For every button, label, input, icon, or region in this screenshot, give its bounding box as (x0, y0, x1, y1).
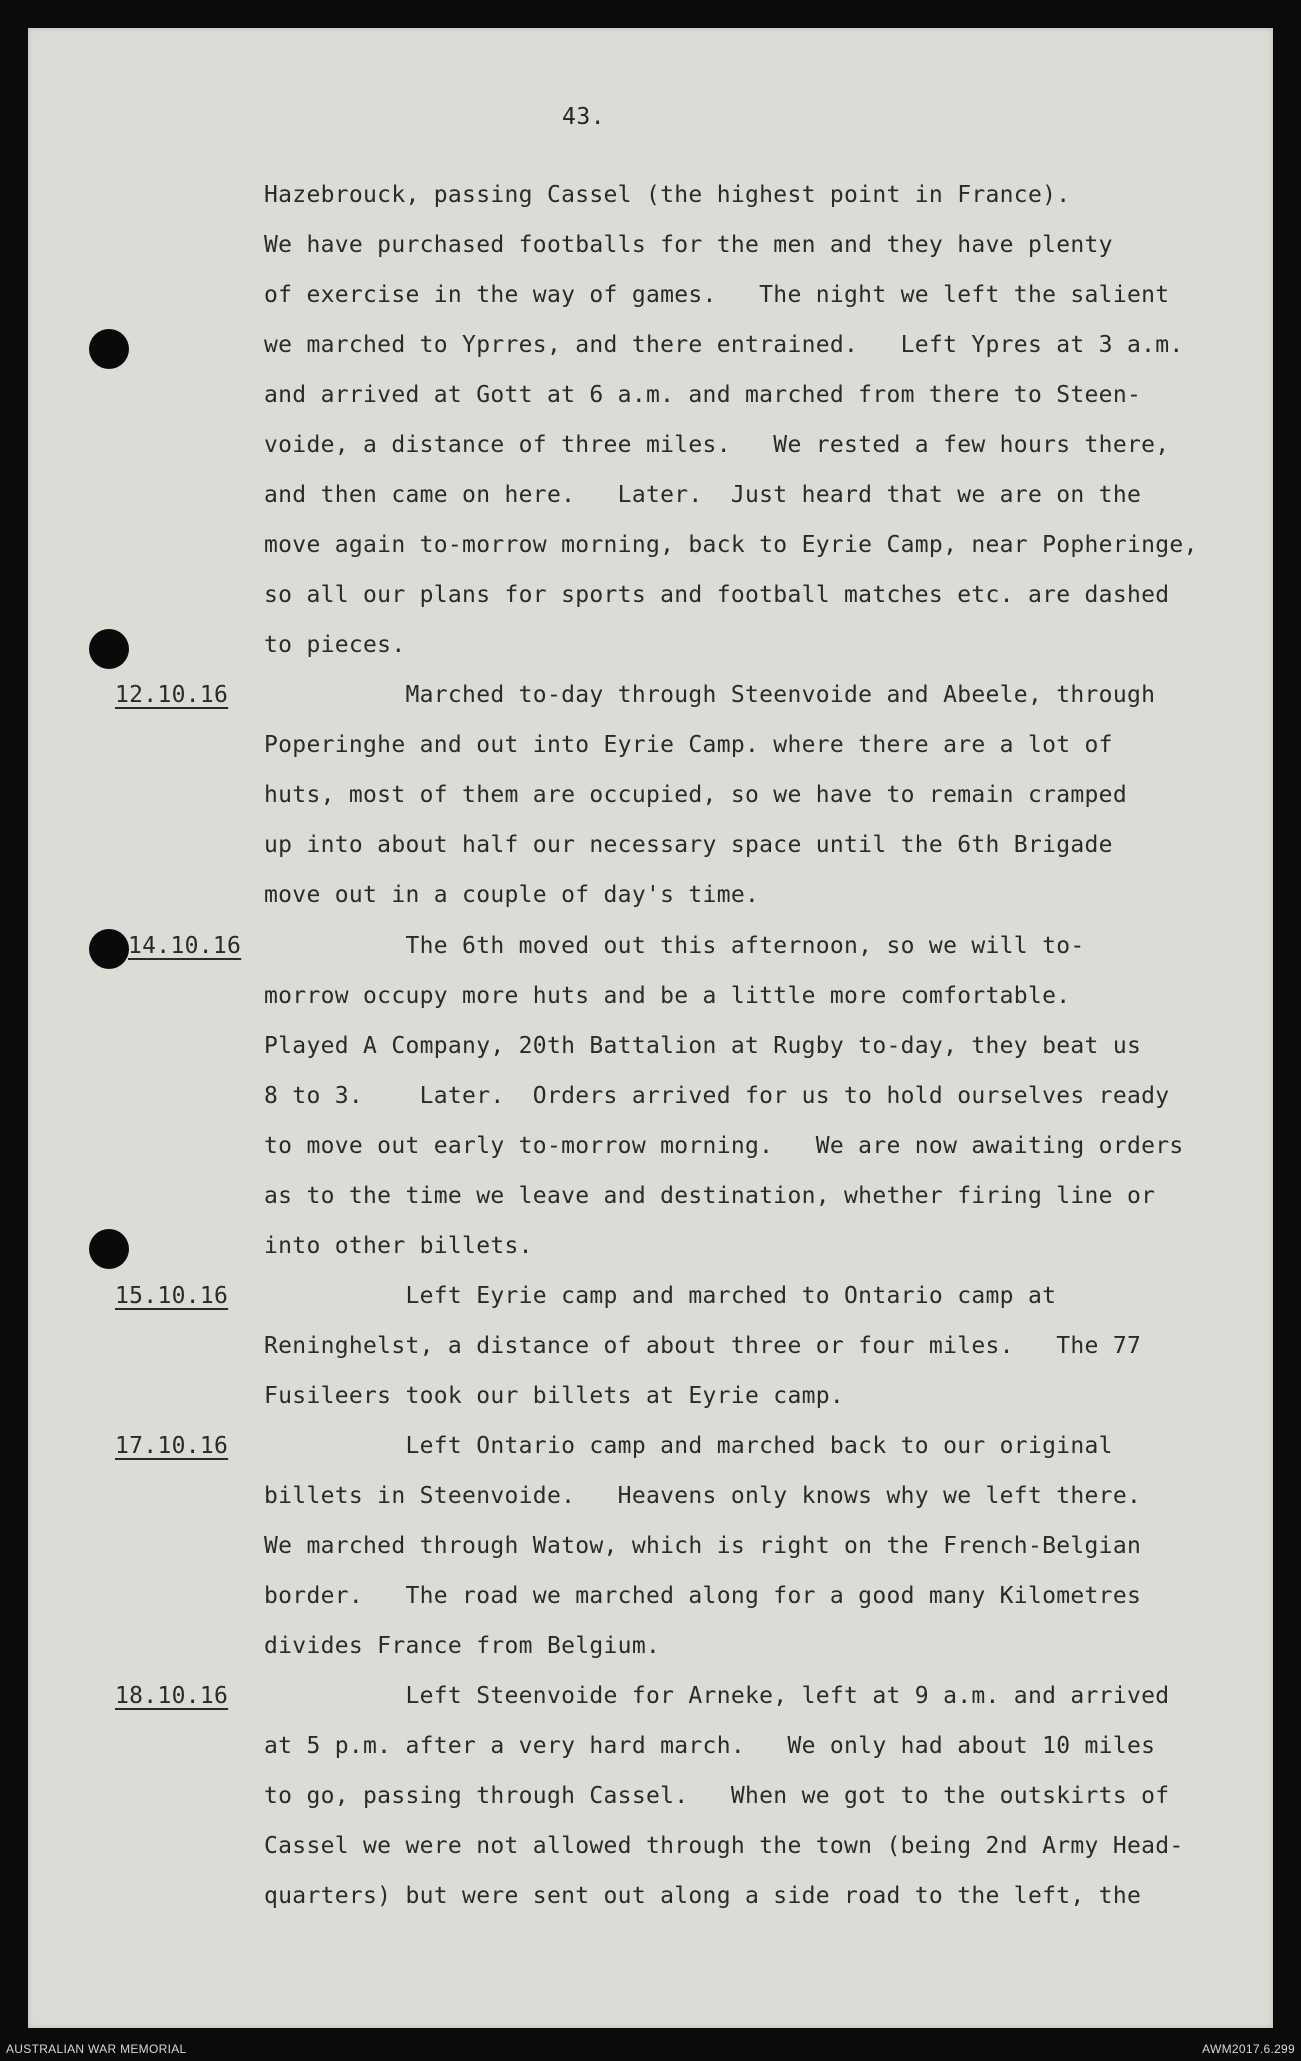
text-line: huts, most of them are occupied, so we have to remain cramped (264, 782, 1127, 808)
punch-hole (89, 1229, 129, 1269)
text-line: to pieces. (264, 632, 406, 658)
text-line: Poperinghe and out into Eyrie Camp. where there are a lot of (264, 732, 1113, 758)
text-line: of exercise in the way of games. The night we left the salient (264, 282, 1170, 308)
text-line: move out in a couple of day's time. (264, 882, 760, 908)
text-line: so all our plans for sports and football matches etc. are dashed (264, 582, 1170, 608)
document-page (28, 28, 1273, 2028)
footer-credit: AUSTRALIAN WAR MEMORIAL (6, 2042, 187, 2056)
text-line: Hazebrouck, passing Cassel (the highest point in France). (264, 182, 1071, 208)
text-line: Cassel we were not allowed through the town (being 2nd Army Head- (264, 1833, 1184, 1859)
text-line: 8 to 3. Later. Orders arrived for us to hold ourselves ready (264, 1083, 1170, 1109)
text-line: Left Eyrie camp and marched to Ontario camp at (264, 1283, 1057, 1309)
text-line: Left Ontario camp and marched back to our original (264, 1433, 1113, 1459)
punch-hole (89, 929, 129, 969)
text-line: move again to-morrow morning, back to Eyrie Camp, near Popheringe, (264, 532, 1198, 558)
punch-hole (89, 329, 129, 369)
text-line: we marched to Yprres, and there entrained. Left Ypres at 3 a.m. (264, 332, 1184, 358)
text-line: We have purchased footballs for the men and they have plenty (264, 232, 1113, 258)
entry-date: 18.10.16 (115, 1683, 229, 1709)
entry-date: 15.10.16 (115, 1283, 229, 1309)
text-line: divides France from Belgium. (264, 1633, 661, 1659)
text-line: to go, passing through Cassel. When we got to the outskirts of (264, 1783, 1170, 1809)
text-line: billets in Steenvoide. Heavens only knows why we left there. (264, 1483, 1142, 1509)
text-line: Played A Company, 20th Battalion at Rugby to-day, they beat us (264, 1033, 1142, 1059)
footer-reference: AWM2017.6.299 (1202, 2042, 1295, 2056)
text-line: morrow occupy more huts and be a little more comfortable. (264, 983, 1071, 1009)
punch-hole (89, 629, 129, 669)
entry-date: 14.10.16 (128, 933, 242, 959)
text-line: Reninghelst, a distance of about three or four miles. The 77 (264, 1333, 1142, 1359)
text-line: to move out early to-morrow morning. We are now awaiting orders (264, 1133, 1184, 1159)
text-line: and arrived at Gott at 6 a.m. and marched from there to Steen- (264, 382, 1142, 408)
page-number: 43. (562, 104, 606, 130)
text-line: at 5 p.m. after a very hard march. We only had about 10 miles (264, 1733, 1156, 1759)
entry-date: 17.10.16 (115, 1433, 229, 1459)
text-line: border. The road we marched along for a good many Kilometres (264, 1583, 1142, 1609)
text-line: Marched to-day through Steenvoide and Abeele, through (264, 682, 1156, 708)
text-line: Fusileers took our billets at Eyrie camp. (264, 1383, 845, 1409)
text-line: The 6th moved out this afternoon, so we will to- (264, 933, 1085, 959)
text-line: up into about half our necessary space until the 6th Brigade (264, 832, 1113, 858)
text-line: voide, a distance of three miles. We rested a few hours there, (264, 432, 1170, 458)
text-line: We marched through Watow, which is right on the French-Belgian (264, 1533, 1142, 1559)
text-line: as to the time we leave and destination, whether firing line or (264, 1183, 1156, 1209)
text-line: into other billets. (264, 1233, 533, 1259)
text-line: Left Steenvoide for Arneke, left at 9 a.m. and arrived (264, 1683, 1170, 1709)
entry-date: 12.10.16 (115, 682, 229, 708)
text-line: and then came on here. Later. Just heard that we are on the (264, 482, 1142, 508)
text-line: quarters) but were sent out along a side road to the left, the (264, 1883, 1142, 1909)
